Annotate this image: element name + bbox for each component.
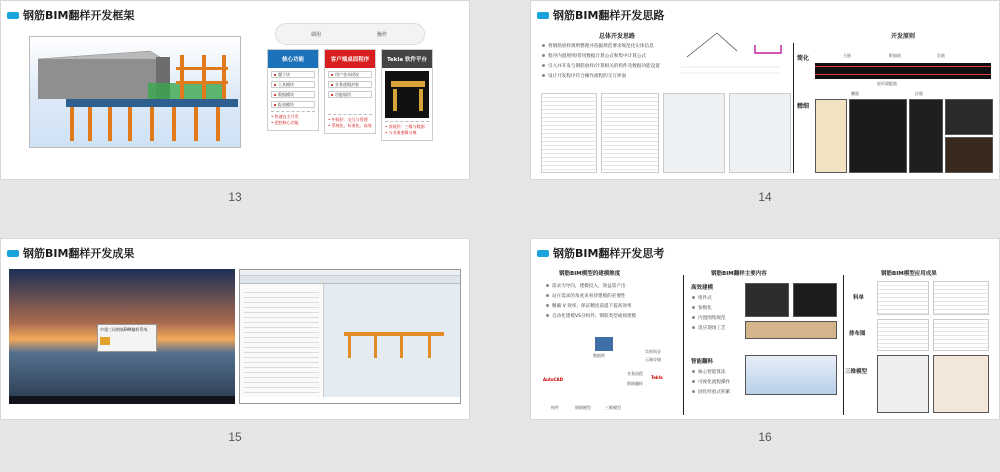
modeling-dimension-title: 钢筋BIM模型的建模维度 [559, 271, 621, 277]
slide-title: 钢筋BIM翻样开发思考 [537, 245, 664, 261]
3d-model-thumb-2 [933, 355, 989, 413]
development-principle-title: 开发原则 [891, 33, 916, 40]
detail-model-image-2 [849, 99, 907, 173]
slide-16-thumbnail[interactable]: 钢筋BIM翻样开发思考 钢筋BIM模型的建模维度 需求为导向，建模投入，效益需产出 站在需求的角度来看待建模的必要性 精确 V 效率，保证精度前提下提高效率 自动化建模VS分构件、钢筋类型或视建模 数据库 实时同步 云端存储 业务流程 钢筋翻样 AutoCAD Tekla 构件 钢筋模型 三维模型 钢筋BIM翻样主要内容 高效建模 组件式 参数化 内置图集规范 适应现场工艺 智能翻料 核心智能算法 可视化流程操作 固化经验式积累 钢筋BIM模型应用成果 料单 排布图 三维模型 [530, 238, 1000, 420]
section-divider-1 [683, 275, 684, 415]
slide-number-13: 13 [228, 190, 242, 204]
refine-label: 精细 [797, 103, 810, 110]
rebar-sketch-image [677, 27, 787, 89]
call-label: 调用 [311, 32, 322, 38]
desktop-screenshot-image [9, 269, 235, 404]
detail-model-image-4 [945, 99, 993, 135]
detail-model-image-3 [909, 99, 943, 173]
tekla-app-screenshot [239, 269, 461, 404]
tekla-screenshot-image [385, 71, 429, 118]
taskbar [9, 396, 235, 404]
system-flow-diagram: 数据库 实时同步 云端存储 业务流程 钢筋翻样 AutoCAD Tekla 构件 钢筋模型 三维模型 [541, 335, 687, 415]
tekla-platform-column: Tekla 软件平台 • 表现层：三维与数据 • 与业务逻辑分离 [381, 49, 433, 141]
modeling-bullet-list: 需求为导向，建模投入，效益需产出 站在需求的角度来看待建模的必要性 精确 V 效率，保证精度前提下提高效率 自动化建模VS分构件、钢筋类型或视建模 [545, 283, 695, 323]
application-results-title: 钢筋BIM模型应用成果 [881, 271, 937, 277]
login-dialog: 中建三局钢筋BIM翻样系统 [97, 324, 157, 352]
document-thumb-1 [541, 93, 597, 173]
handwritten-note-thumb-2 [729, 93, 791, 173]
rebar-cage-image-2 [793, 283, 837, 317]
title-accent-bar [537, 12, 549, 19]
layout-drawing-thumb-2 [933, 319, 989, 351]
handwritten-note-thumb-1 [663, 93, 725, 173]
title-accent-bar [537, 250, 549, 257]
rebar-slab-image [745, 321, 837, 339]
slide-title: 钢筋BIM翻样开发思路 [537, 7, 664, 23]
efficient-modeling-list: 组件式 参数化 内置图集规范 适应现场工艺 [691, 295, 751, 335]
detail-model-image-1 [815, 99, 847, 173]
section-divider-2 [843, 275, 844, 415]
rebar-cage-image-1 [745, 283, 789, 317]
3d-model-thumb-1 [877, 355, 929, 413]
slide-title: 钢筋BIM翻样开发成果 [7, 245, 134, 261]
slide-15-thumbnail[interactable] [0, 238, 470, 420]
slide-number-15: 15 [228, 430, 242, 444]
detail-model-image-5 [945, 137, 993, 173]
document-thumb-2 [601, 93, 659, 173]
property-tree-panel [240, 284, 324, 397]
title-accent-bar [7, 12, 19, 19]
beam-rebar-diagram [815, 63, 991, 79]
client-desktop-column: 客户端桌面程序 用户登录授权 业务逻辑封装 功能填用 • 中间层：交互与管理 • 系统化、标准化、高效 [324, 49, 376, 134]
rebar-3d-image [745, 355, 837, 395]
structure-3d-model-image [29, 36, 241, 148]
slide-title: 钢筋BIM翻样开发框架 [7, 7, 134, 23]
approach-bullet-list: 将钢筋放样规则整理并依据规范要求规范化实体信息 程序内置规则/常用数据计算公式和集中计算公式 引入并开发与钢筋放样/计算相关的构件及数据功能设置 设计开发程序符合操作流程的交互界面 [541, 43, 681, 83]
layout-drawing-thumb-1 [877, 319, 929, 351]
material-list-thumb-1 [877, 281, 929, 315]
title-accent-bar [7, 250, 19, 257]
main-content-title: 钢筋BIM翻样主要内容 [711, 271, 767, 277]
model-viewport [324, 284, 460, 397]
slide-14-thumbnail[interactable]: 钢筋BIM翻样开发思路 总体开发思路 将钢筋放样规则整理并依据规范要求规范化实体信息 程序内置规则/常用数据计算公式和集中计算公式 引入并开发与钢筋放样/计算相关的构件及数据功能设置 设计开发程序符合操作流程的交互界面 开发原则 简化 精细 主筋 附加筋 负筋 矩形梁配筋 腰筋 拉筋 [530, 0, 1000, 180]
material-list-thumb-2 [933, 281, 989, 315]
slide-13-thumbnail[interactable] [0, 0, 470, 180]
framework-diagram [267, 23, 433, 163]
slide-number-14: 14 [758, 190, 772, 204]
operate-label: 操作 [377, 32, 388, 38]
core-function-column: 核心功能 题干块 工具模块 数据模块 报表模块 • 快速自主开发 • 把控核心功能 [267, 49, 319, 131]
slide-number-16: 16 [758, 430, 772, 444]
simplify-label: 简化 [797, 55, 810, 62]
overall-approach-title: 总体开发思路 [599, 33, 636, 40]
smart-material-list: 核心智能算法 可视化流程操作 固化经验式积累 [691, 369, 751, 399]
section-divider [793, 43, 794, 173]
